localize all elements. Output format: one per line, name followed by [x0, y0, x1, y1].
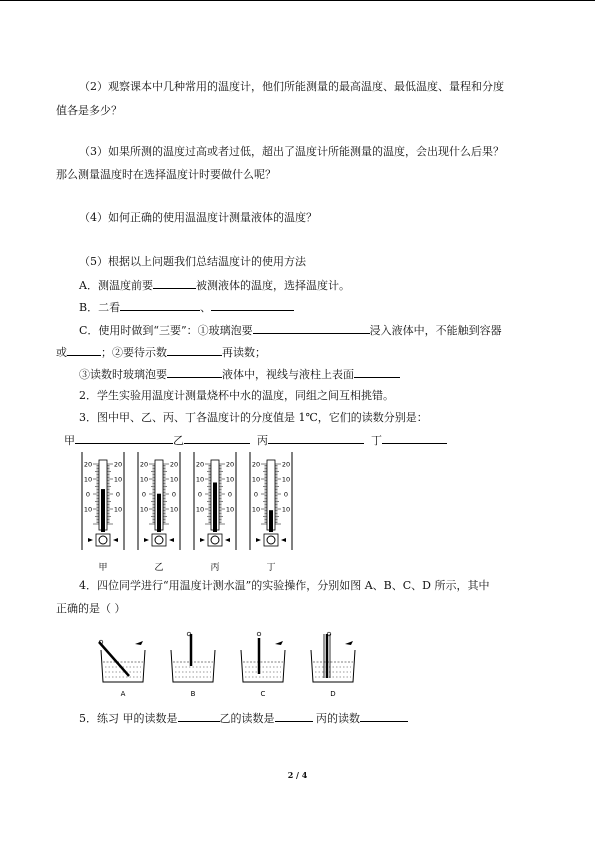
mercury-column — [157, 494, 161, 532]
item-5-mid1: 乙的读数是 — [219, 712, 275, 725]
mercury-column — [101, 489, 105, 532]
page-number: 2 / 4 — [287, 770, 308, 780]
answer-blank-bing[interactable] — [268, 432, 364, 444]
beaker-D — [311, 632, 355, 698]
item-4-line1: 4．四位同学进行“用温度计测水温”的实验操作，分别如图 A、B、C、D 所示，其中 — [79, 579, 490, 592]
beaker-A — [99, 640, 145, 698]
thermometer-label: 乙 — [154, 563, 164, 573]
answer-label-jia: 甲 — [64, 434, 75, 447]
tick-label-right: 10 — [169, 475, 179, 484]
beaker-B — [171, 632, 215, 698]
beaker-outline — [311, 650, 355, 682]
answer-blank-ding[interactable] — [382, 432, 447, 444]
tick-label-left: 10 — [139, 505, 149, 514]
beaker-outline — [171, 650, 215, 682]
beaker-label: D — [330, 690, 336, 698]
tick-label-left: 10 — [83, 475, 93, 484]
q5-b-blank-1[interactable] — [120, 299, 200, 311]
thermometer-1 — [82, 452, 124, 573]
beaker-C — [241, 632, 285, 698]
answer-label-ding: 丁 — [371, 434, 382, 447]
beaker-label: B — [190, 690, 196, 698]
bulb — [99, 536, 107, 544]
thermometer-label: 丙 — [210, 563, 220, 573]
thermometer-4 — [250, 452, 292, 573]
item-4-line2: 正确的是（ ） — [56, 602, 126, 615]
tick-label-left: 20 — [83, 460, 93, 469]
beaker-outline — [101, 650, 145, 682]
tick-label-left: 0 — [141, 490, 147, 499]
tick-label-left: 0 — [253, 490, 259, 499]
q5-c3-suffix: 液体中，视线与液柱上表面 — [222, 368, 354, 381]
tick-label-right: 20 — [169, 460, 179, 469]
thermometer-figure — [80, 452, 300, 574]
item-5-blank-1[interactable] — [178, 710, 220, 722]
tick-label-right: 20 — [281, 460, 291, 469]
tick-label-left: 10 — [251, 475, 261, 484]
thermometer-label: 丁 — [266, 563, 276, 573]
beaker-label: C — [260, 690, 266, 698]
tick-label-right: 10 — [281, 505, 291, 514]
mercury-column — [213, 482, 217, 532]
item-5-mid2: 丙的读数 — [312, 712, 360, 725]
q5-item-a — [79, 277, 350, 293]
tick-label-left: 10 — [83, 505, 93, 514]
q4-line1: （4）如何正确的使用温温度计测量液体的温度？ — [79, 211, 317, 224]
tick-label-left: 10 — [195, 505, 205, 514]
q5-c-suffix: 浸入液体中，不能触到容器 — [369, 324, 502, 337]
tick-label-right: 0 — [227, 490, 233, 499]
tick-label-left: 20 — [195, 460, 205, 469]
bulb — [211, 536, 219, 544]
q5-b-blank-2[interactable] — [211, 299, 294, 311]
q2-line2: 值各是多少？ — [56, 104, 122, 117]
answer-blank-yi[interactable] — [184, 432, 250, 444]
q5-a-prefix: A．测温度前要 — [79, 279, 153, 292]
q5-b-separator: 、 — [200, 301, 212, 314]
tick-label-left: 20 — [251, 460, 261, 469]
q5-item-c2 — [56, 344, 266, 360]
tick-label-left: 10 — [195, 475, 205, 484]
q5-a-suffix: 被测液体的温度，选择温度计。 — [195, 279, 350, 292]
beaker-figure — [95, 628, 365, 700]
q3-line1: （3）如果所测的温度过高或者过低，超出了温度计所能测量的温度，会出现什么后果？ — [79, 145, 504, 158]
tick-label-left: 10 — [139, 475, 149, 484]
q5-b-prefix: B．二看 — [79, 301, 121, 314]
beaker-label: A — [120, 690, 126, 698]
tick-label-left: 0 — [85, 490, 91, 499]
tick-label-right: 10 — [225, 505, 235, 514]
beaker-outline — [241, 650, 285, 682]
hanger-ring — [257, 632, 261, 636]
q5-c3-blank-2[interactable] — [354, 366, 400, 378]
tick-label-right: 20 — [225, 460, 235, 469]
tick-label-right: 0 — [171, 490, 177, 499]
q5-c2-blank-2[interactable] — [167, 344, 222, 356]
q2-line1: （2）观察课本中几种常用的温度计，他们所能测量的最高温度、最低温度、量程和分度 — [79, 80, 504, 93]
thermometer-2 — [138, 452, 180, 573]
q5-c2-prefix: 或 — [56, 346, 67, 359]
answer-label-yi: 乙 — [173, 434, 184, 447]
q5-item-c3 — [79, 366, 400, 382]
answer-blank-jia[interactable] — [75, 432, 173, 444]
thermometer-rod — [99, 642, 129, 676]
tick-label-right: 10 — [113, 505, 123, 514]
item-5-blank-2[interactable] — [275, 710, 313, 722]
item-2: 2．学生实验用温度计测量烧杯中水的温度，同组之间互相挑错。 — [79, 389, 394, 402]
q5-item-c — [79, 322, 502, 338]
thermometer-label: 甲 — [98, 563, 108, 573]
q5-c3-blank-1[interactable] — [167, 366, 222, 378]
q5-c2-suffix: 再读数； — [222, 346, 266, 359]
tick-label-left: 20 — [139, 460, 149, 469]
q5-c2-middle: ；②要待示数 — [101, 346, 167, 359]
q5-c2-blank-1[interactable] — [67, 344, 101, 356]
eye-marker — [345, 641, 353, 645]
tick-label-right: 10 — [225, 475, 235, 484]
item-5 — [79, 710, 408, 726]
q5-c-prefix: C．使用时做到“三要”：①玻璃泡要 — [79, 324, 253, 337]
tick-label-right: 0 — [283, 490, 289, 499]
eye-marker — [275, 641, 283, 645]
tick-label-right: 10 — [281, 475, 291, 484]
bulb — [267, 536, 275, 544]
mercury-column — [269, 510, 273, 532]
tick-label-right: 10 — [169, 505, 179, 514]
q3-line2: 那么测量温度时在选择温度计时要做什么呢？ — [56, 168, 276, 181]
item-3-question: 3．图中甲、乙、丙、丁各温度计的分度值是 1℃，它们的读数分别是： — [79, 411, 428, 424]
q5-a-blank[interactable] — [153, 277, 196, 289]
item-5-blank-3[interactable] — [360, 710, 408, 722]
tick-label-right: 10 — [113, 475, 123, 484]
top-rule — [0, 0, 595, 1]
bulb — [155, 536, 163, 544]
answer-label-bing: 丙 — [257, 434, 268, 447]
thermometer-3 — [194, 452, 236, 573]
q5-c3-prefix: ③读数时玻璃泡要 — [79, 368, 167, 381]
tick-label-right: 0 — [115, 490, 121, 499]
eye-marker — [135, 641, 143, 645]
tick-label-right: 20 — [113, 460, 123, 469]
tick-label-left: 0 — [197, 490, 203, 499]
item-5-prefix: 5．练习 甲的读数是 — [79, 712, 178, 725]
q5-heading: （5）根据以上问题我们总结温度计的使用方法 — [79, 255, 306, 268]
q5-item-b — [79, 299, 294, 315]
tick-label-left: 10 — [251, 505, 261, 514]
item-3-answers — [64, 432, 447, 448]
q5-c-blank-1[interactable] — [253, 322, 370, 334]
